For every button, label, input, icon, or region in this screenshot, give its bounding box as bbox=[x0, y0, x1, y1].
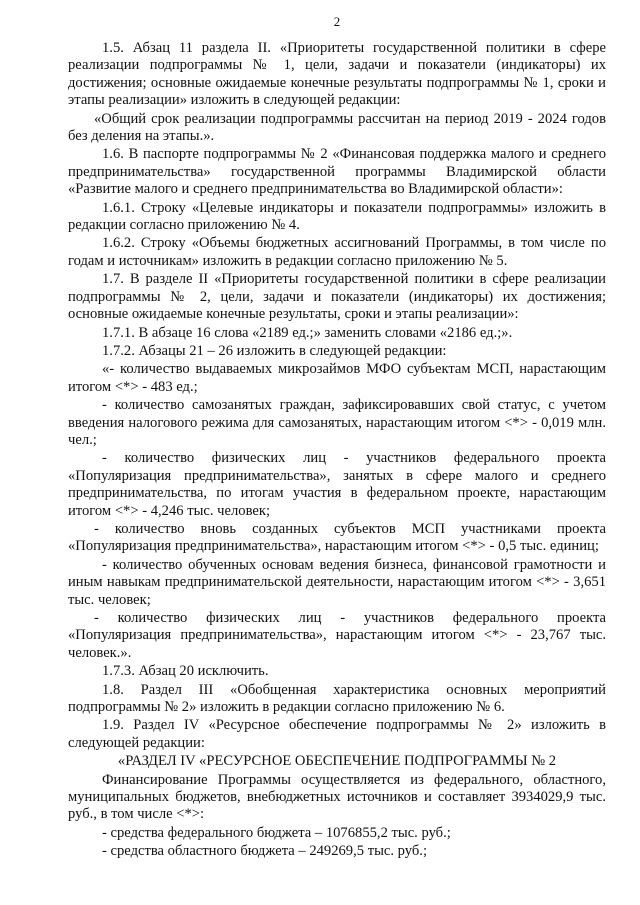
paragraph-1-5: 1.5. Абзац 11 раздела II. «Приоритеты государственной политики в сфере реализации подпрограммы № 1, цели, задачи и показатели (индикаторы) их достижения; основные ожидаемые конечные результаты подпрограммы № 1, сроки и этапы реализации» изложить в следующей редакции: bbox=[68, 40, 606, 109]
page-number: 2 bbox=[333, 14, 341, 29]
list-item-regional-budget: - средства областного бюджета – 249269,5 тыс. руб.; bbox=[102, 843, 427, 860]
list-item-trained: - количество обученных основам ведения бизнеса, финансовой грамотности и иным навыкам предпринимательской деятельности, нарастающим итогом <*> - 3,651 тыс. человек; bbox=[68, 556, 606, 608]
list-item-microloans: «- количество выдаваемых микрозаймов МФО субъектам МСП, нарастающим итогом <*> - 483 ед.; bbox=[68, 361, 606, 395]
list-item-self-employed: - количество самозанятых граждан, зафиксировавших свой статус, с учетом введения налогового режима для самозанятых, нарастающим итогом <*> - 0,019 млн. чел.; bbox=[68, 397, 606, 448]
paragraph-1-6-1: 1.6.1. Строку «Целевые индикаторы и показатели подпрограммы» изложить в редакции согласно приложению № 4. bbox=[68, 199, 606, 234]
paragraph-1-9: 1.9. Раздел IV «Ресурсное обеспечение подпрограммы № 2» изложить в следующей редакции: bbox=[68, 717, 606, 751]
list-item-federal-budget: - средства федерального бюджета – 1076855,2 тыс. руб.; bbox=[102, 824, 451, 841]
list-item-participants-total: - количество физических лиц - участников федерального проекта «Популяризация предпринимательства», нарастающим итогом <*> - 23,767 тыс. человек.». bbox=[68, 610, 606, 661]
paragraph-1-8: 1.8. Раздел III «Обобщенная характеристика основных мероприятий подпрограммы № 2» изложить в редакции согласно приложению № 6. bbox=[68, 681, 606, 716]
paragraph-1-6-2: 1.6.2. Строку «Объемы бюджетных ассигнований Программы, в том числе по годам и источникам» изложить в редакции согласно приложению № 5. bbox=[68, 235, 606, 269]
list-item-participants-employed: - количество физических лиц - участников федерального проекта «Популяризация предпринимательства», занятых в сфере малого и среднего предпринимательства, по итогам участия в федеральном проекте, нарастающим итогом <*> - 4,246 тыс. человек; bbox=[68, 450, 606, 519]
paragraph-1-7: 1.7. В разделе II «Приоритеты государственной политики в сфере реализации подпрограммы № 2, цели, задачи и показатели (индикаторы) их достижения; основные ожидаемые конечные результаты, сроки и этапы реализации»: bbox=[68, 271, 606, 323]
section-heading: «РАЗДЕЛ IV «РЕСУРСНОЕ ОБЕСПЕЧЕНИЕ ПОДПРОГРАММЫ № 2 bbox=[117, 753, 557, 770]
paragraph-1-7-2: 1.7.2. Абзацы 21 – 26 изложить в следующей редакции: bbox=[102, 342, 447, 359]
paragraph-financing: Финансирование Программы осуществляется из федерального, областного, муниципальных бюджетов, внебюджетных источников и составляет 3934029,9 тыс. руб., в том числе <*>: bbox=[68, 771, 606, 823]
paragraph-1-6: 1.6. В паспорте подпрограммы № 2 «Финансовая поддержка малого и среднего предпринимательства» государственной программы Владимирской области «Развитие малого и среднего предпринимательства во Владимирской области»: bbox=[68, 146, 606, 198]
paragraph-1-7-3: 1.7.3. Абзац 20 исключить. bbox=[102, 663, 269, 680]
document-body bbox=[68, 40, 606, 861]
paragraph-1-7-1: 1.7.1. В абзаце 16 слова «2189 ед.;» заменить словами «2186 ед.;». bbox=[102, 324, 513, 341]
paragraph-1-5-quote: «Общий срок реализации подпрограммы рассчитан на период 2019 - 2024 годов без деления на этапы.». bbox=[68, 110, 606, 145]
list-item-new-smes: - количество вновь созданных субъектов МСП участниками проекта «Популяризация предпринимательства», нарастающим итогом <*> - 0,5 тыс. единиц; bbox=[68, 520, 606, 555]
